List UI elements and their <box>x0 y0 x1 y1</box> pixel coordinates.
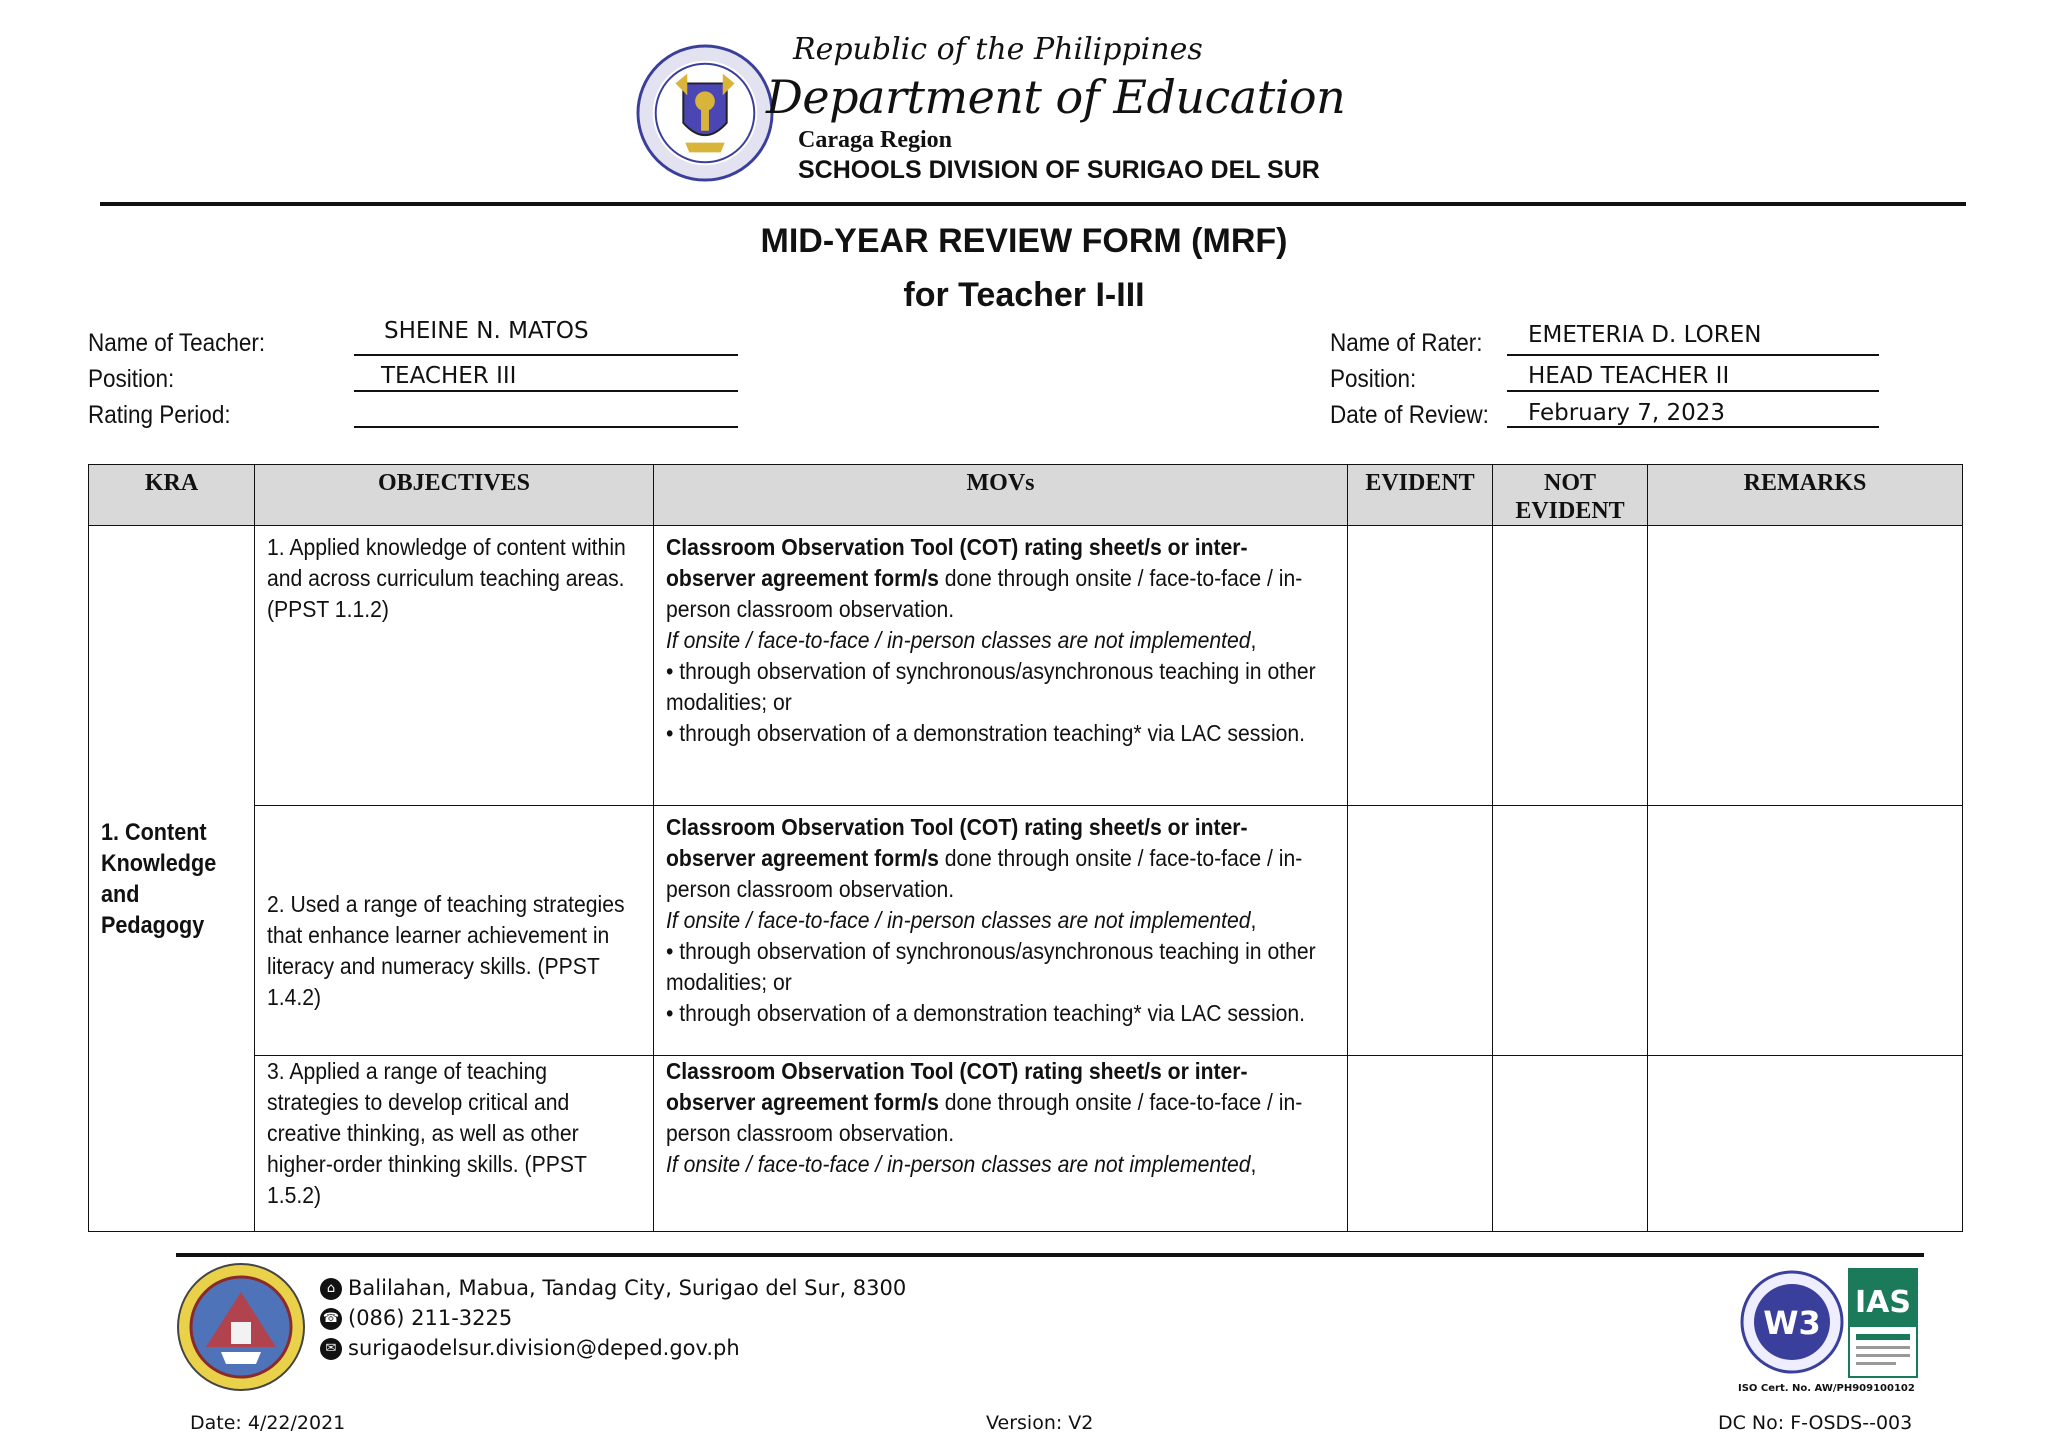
kra-label: 1. Content Knowledge and Pedagogy <box>101 818 217 939</box>
mov-comma: , <box>1250 1151 1257 1177</box>
objective-cell <box>255 1056 654 1232</box>
rater-position-label: Position: <box>1330 365 1417 393</box>
department-heading: Department of Education <box>766 70 1346 124</box>
republic-heading: Republic of the Philippines <box>793 32 1203 67</box>
division-seal-icon <box>176 1262 306 1392</box>
mov-cell <box>654 526 1348 806</box>
mov-bold: Classroom Observation Tool (COT) rating sheet/s or inter-observer agreement form/s <box>666 814 1248 871</box>
form-title: MID-YEAR REVIEW FORM (MRF) <box>760 222 1288 260</box>
table-row <box>89 526 1963 806</box>
mov-text <box>666 812 1335 1029</box>
teacher-name-line <box>354 354 738 356</box>
teacher-position-line <box>354 390 738 392</box>
mov-italic: If onsite / face-to-face / in-person classes are not implemented <box>666 1151 1251 1177</box>
mov-bullet: • through observation of synchronous/asynchronous teaching in other modalities; or <box>666 658 1316 715</box>
mov-text <box>666 532 1335 749</box>
footer-phone-text: (086) 211-3225 <box>348 1306 513 1330</box>
objective-text: 2. Used a range of teaching strategies that enhance learner achievement in literacy and numeracy skills. (PPST 1.4.2) <box>267 890 625 1010</box>
rater-name-label: Name of Rater: <box>1330 329 1483 357</box>
col-header-movs: MOVs <box>654 465 1348 526</box>
not-evident-cell[interactable] <box>1493 1056 1648 1232</box>
not-evident-cell[interactable] <box>1493 806 1648 1056</box>
w3-badge-text: W3 <box>1763 1304 1821 1342</box>
objective-cell <box>255 806 654 1056</box>
ias-accreditation-icon <box>1848 1268 1918 1378</box>
mov-italic: If onsite / face-to-face / in-person classes are not implemented <box>666 907 1251 933</box>
mrf-table <box>88 464 1963 1232</box>
remarks-cell[interactable] <box>1648 1056 1963 1232</box>
phone-icon: ☎ <box>320 1308 342 1330</box>
mov-bold: Classroom Observation Tool (COT) rating sheet/s or inter-observer agreement form/s <box>666 1058 1248 1115</box>
col-header-not-evident: NOT EVIDENT <box>1493 465 1648 526</box>
objective-cell <box>255 526 654 806</box>
teacher-position-label: Position: <box>88 365 175 393</box>
footer-date: Date: 4/22/2021 <box>190 1412 346 1434</box>
teacher-position-value[interactable]: TEACHER III <box>381 363 517 389</box>
footer-phone <box>320 1306 512 1330</box>
col-header-remarks: REMARKS <box>1648 465 1963 526</box>
mov-normal: done through onsite / face-to-face / in-person classroom observation. <box>666 1089 1303 1146</box>
col-header-evident: EVIDENT <box>1348 465 1493 526</box>
evident-cell[interactable] <box>1348 806 1493 1056</box>
footer-divider <box>176 1253 1924 1257</box>
teacher-name-value[interactable]: SHEINE N. MATOS <box>384 318 589 344</box>
mov-normal: done through onsite / face-to-face / in-person classroom observation. <box>666 565 1303 622</box>
footer-address <box>320 1276 906 1300</box>
footer-address-text: Balilahan, Mabua, Tandag City, Surigao del Sur, 8300 <box>348 1276 907 1300</box>
header-divider <box>100 202 1966 206</box>
rater-position-value[interactable]: HEAD TEACHER II <box>1528 363 1730 389</box>
rating-period-line <box>354 426 738 428</box>
review-date-value[interactable]: February 7, 2023 <box>1528 400 1726 426</box>
col-header-kra: KRA <box>89 465 255 526</box>
review-date-label: Date of Review: <box>1330 401 1489 429</box>
evident-cell[interactable] <box>1348 526 1493 806</box>
mov-comma: , <box>1250 627 1257 653</box>
mov-normal: done through onsite / face-to-face / in-person classroom observation. <box>666 845 1303 902</box>
objective-text: 3. Applied a range of teaching strategies to develop critical and creative thinking, as well as other higher-order thinking skills. (PPST 1.5.2) <box>267 1058 587 1208</box>
col-header-objectives: OBJECTIVES <box>255 465 654 526</box>
rater-position-line <box>1507 390 1879 392</box>
footer-email <box>320 1336 740 1360</box>
mov-comma: , <box>1250 907 1257 933</box>
remarks-cell[interactable] <box>1648 526 1963 806</box>
division-heading: SCHOOLS DIVISION OF SURIGAO DEL SUR <box>798 156 1320 184</box>
mov-bullet: • through observation of a demonstration teaching* via LAC session. <box>666 1000 1306 1026</box>
objective-text: 1. Applied knowledge of content within and across curriculum teaching areas. (PPST 1.1.2) <box>267 534 626 622</box>
mov-cell <box>654 806 1348 1056</box>
region-heading: Caraga Region <box>798 127 952 153</box>
form-subtitle: for Teacher I-III <box>903 276 1145 314</box>
mov-italic: If onsite / face-to-face / in-person classes are not implemented <box>666 627 1251 653</box>
ias-badge-text: IAS <box>1855 1285 1911 1320</box>
mov-text <box>666 1056 1335 1180</box>
footer-version: Version: V2 <box>986 1412 1094 1434</box>
email-icon: ✉ <box>320 1338 342 1360</box>
rater-name-value[interactable]: EMETERIA D. LOREN <box>1528 322 1762 348</box>
rating-period-label: Rating Period: <box>88 401 231 429</box>
mov-cell <box>654 1056 1348 1232</box>
review-date-line <box>1507 426 1879 428</box>
table-header-row <box>89 465 1963 526</box>
mov-bullet: • through observation of synchronous/asynchronous teaching in other modalities; or <box>666 938 1316 995</box>
not-evident-cell[interactable] <box>1493 526 1648 806</box>
table-row <box>89 1056 1963 1232</box>
kra-cell <box>89 526 255 1232</box>
w3-certification-icon <box>1740 1270 1844 1374</box>
home-icon: ⌂ <box>320 1278 342 1300</box>
table-row <box>89 806 1963 1056</box>
footer-email-text[interactable]: surigaodelsur.division@deped.gov.ph <box>348 1336 740 1360</box>
teacher-name-label: Name of Teacher: <box>88 329 266 357</box>
deped-seal-icon <box>636 44 774 182</box>
mov-bold: Classroom Observation Tool (COT) rating sheet/s or inter-observer agreement form/s <box>666 534 1248 591</box>
iso-cert-number: ISO Cert. No. AW/PH909100102 <box>1738 1383 1915 1394</box>
evident-cell[interactable] <box>1348 1056 1493 1232</box>
footer-dc-no: DC No: F-OSDS--003 <box>1718 1412 1913 1434</box>
rater-name-line <box>1507 354 1879 356</box>
mov-bullet: • through observation of a demonstration teaching* via LAC session. <box>666 720 1306 746</box>
remarks-cell[interactable] <box>1648 806 1963 1056</box>
